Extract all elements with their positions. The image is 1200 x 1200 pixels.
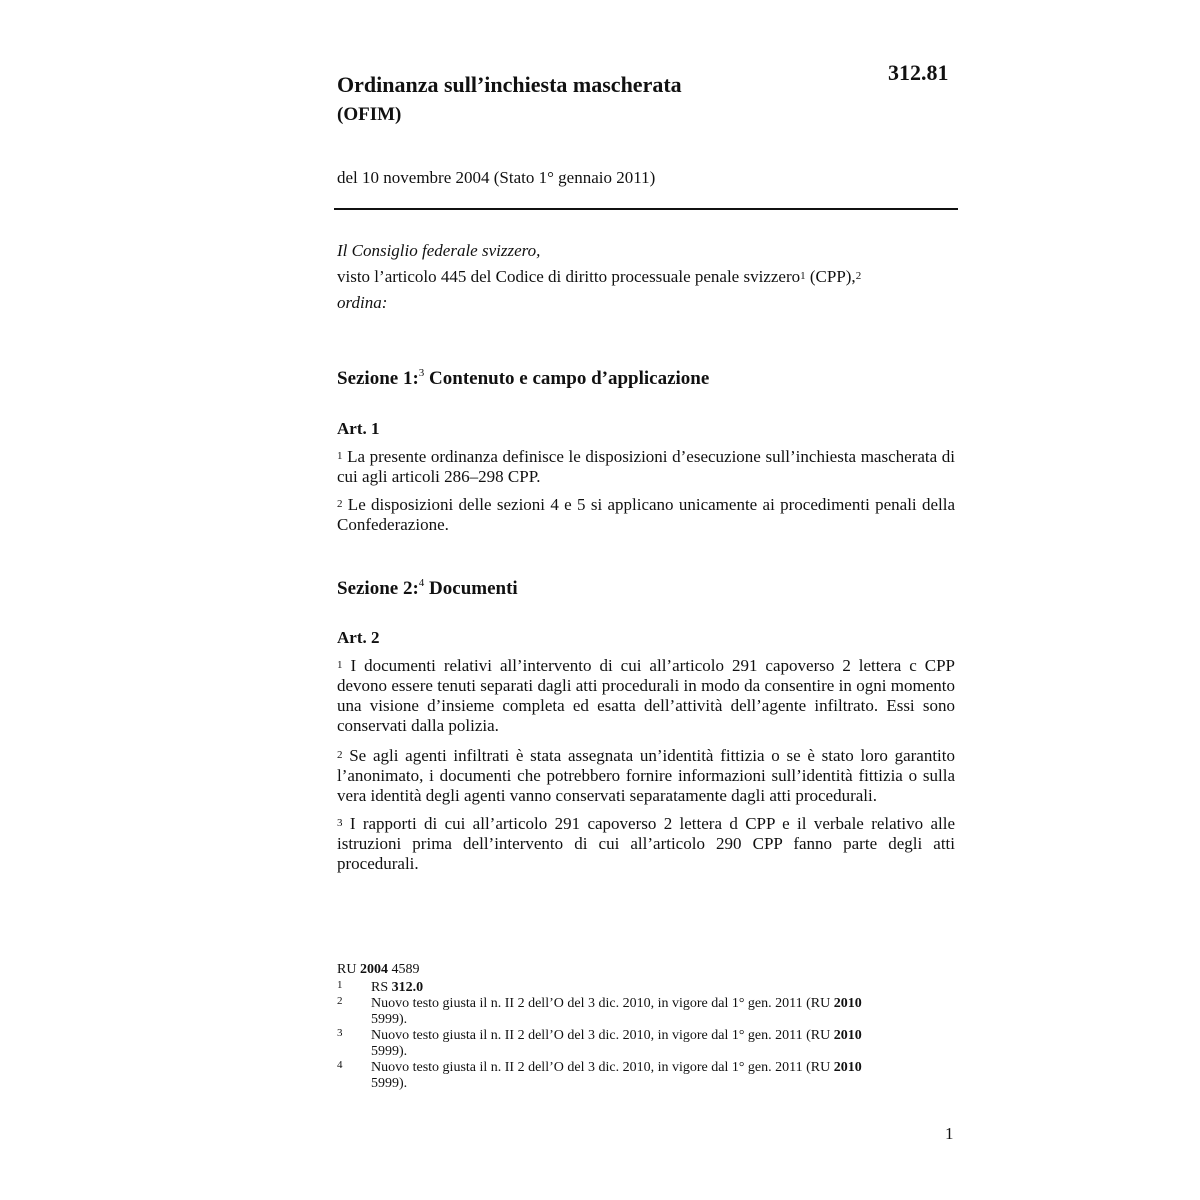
- paragraph-number: 1: [337, 659, 343, 671]
- article-heading: Art. 1: [337, 419, 380, 438]
- footnote-bold: 2010: [833, 996, 862, 1011]
- ru-page: 4589: [387, 962, 420, 977]
- footnote-number: 2: [337, 995, 343, 1007]
- footnote-number: 3: [337, 1027, 343, 1039]
- sr-number: 312.81: [888, 60, 949, 85]
- footnote-text: Nuovo testo giusta il n. II 2 dell’O del 3 dic. 2010, in vigore dal 1° gen. 2011 (RU: [371, 996, 834, 1011]
- footnote-ref[interactable]: 2: [855, 270, 862, 282]
- paragraph-text: Se agli agenti infiltrati è stata assegnata un’identità fittizia o se è stato loro garantito l’anonimato, i documenti che potrebbero fornire informazioni sull’identità fittizia o sulla vera identità degli agenti vanno conservati separatamente dagli atti procedurali.: [337, 746, 955, 805]
- footnote-text: Nuovo testo giusta il n. II 2 dell’O del 3 dic. 2010, in vigore dal 1° gen. 2011 (RU: [371, 1028, 834, 1043]
- article-paragraph: [337, 814, 955, 874]
- section-heading: [337, 368, 709, 390]
- ru-reference: [337, 962, 897, 978]
- paragraph-number: 1: [337, 450, 343, 462]
- section-heading: [337, 578, 518, 600]
- preamble-visto: [337, 264, 957, 290]
- article-paragraph: [337, 495, 955, 535]
- footnote-ref[interactable]: 3: [418, 367, 425, 379]
- preamble: [337, 238, 957, 316]
- article-paragraph: [337, 656, 955, 736]
- paragraph-text: La presente ordinanza definisce le disposizioni d’esecuzione sull’inchiesta mascherata di cui agli articoli 286–298 CPP.: [337, 447, 955, 486]
- header-divider: [334, 208, 958, 210]
- document-abbreviation: (OFIM): [337, 104, 402, 125]
- footnote-number: 1: [337, 979, 343, 991]
- footnote-text: RS: [371, 980, 392, 995]
- footnote: [337, 1060, 897, 1092]
- section-title: Contenuto e campo d’applicazione: [424, 368, 710, 389]
- footnote-text-after: 5999).: [371, 1076, 408, 1091]
- date-line: del 10 novembre 2004 (Stato 1° gennaio 2011): [337, 168, 656, 187]
- footnote-bold: 2010: [833, 1028, 862, 1043]
- paragraph-number: 2: [337, 749, 343, 761]
- section-label: Sezione 2:: [337, 578, 419, 599]
- footnotes: [337, 962, 897, 1092]
- footnote-bold: 2010: [833, 1060, 862, 1075]
- section-label: Sezione 1:: [337, 368, 419, 389]
- section-title: Documenti: [424, 578, 518, 599]
- article-paragraph: [337, 447, 955, 487]
- ru-year: 2004: [359, 962, 388, 977]
- paragraph-text: I documenti relativi all’intervento di cui all’articolo 291 capoverso 2 lettera c CPP devono essere tenuti separati dagli atti procedurali in modo da consentire in ogni momento una visione d’insieme completa ed esatta dell’attività dell’agente infiltrato. Essi sono conservati dalla polizia.: [337, 656, 955, 735]
- footnote-text-after: 5999).: [371, 1012, 408, 1027]
- document-title: Ordinanza sull’inchiesta mascherata: [337, 72, 682, 97]
- article-paragraph: [337, 746, 955, 806]
- footnote: [337, 1028, 897, 1060]
- footnote-ref[interactable]: 1: [800, 270, 806, 282]
- preamble-ordina: ordina:: [337, 293, 388, 312]
- preamble-visto-text: visto l’articolo 445 del Codice di diritto processuale penale svizzero: [337, 267, 801, 286]
- paragraph-number: 2: [337, 498, 343, 510]
- preamble-visto-after: (CPP),: [805, 267, 856, 286]
- preamble-authority: Il Consiglio federale svizzero,: [337, 241, 541, 260]
- footnote-text: Nuovo testo giusta il n. II 2 dell’O del 3 dic. 2010, in vigore dal 1° gen. 2011 (RU: [371, 1060, 834, 1075]
- footnote: [337, 996, 897, 1028]
- ru-prefix: RU: [337, 962, 360, 977]
- paragraph-text: Le disposizioni delle sezioni 4 e 5 si applicano unicamente ai procedimenti penali della Confederazione.: [337, 495, 955, 534]
- paragraph-text: I rapporti di cui all’articolo 291 capoverso 2 lettera d CPP e il verbale relativo alle istruzioni prima dell’intervento di cui all’articolo 290 CPP fanno parte degli atti procedurali.: [337, 814, 955, 873]
- article-heading: Art. 2: [337, 628, 380, 647]
- page-number: 1: [945, 1124, 954, 1143]
- footnote-number: 4: [337, 1059, 343, 1071]
- footnote-ref[interactable]: 4: [418, 577, 425, 589]
- paragraph-number: 3: [337, 817, 343, 829]
- footnote: [337, 980, 897, 996]
- footnote-text-after: 5999).: [371, 1044, 408, 1059]
- footnote-bold: 312.0: [391, 980, 424, 995]
